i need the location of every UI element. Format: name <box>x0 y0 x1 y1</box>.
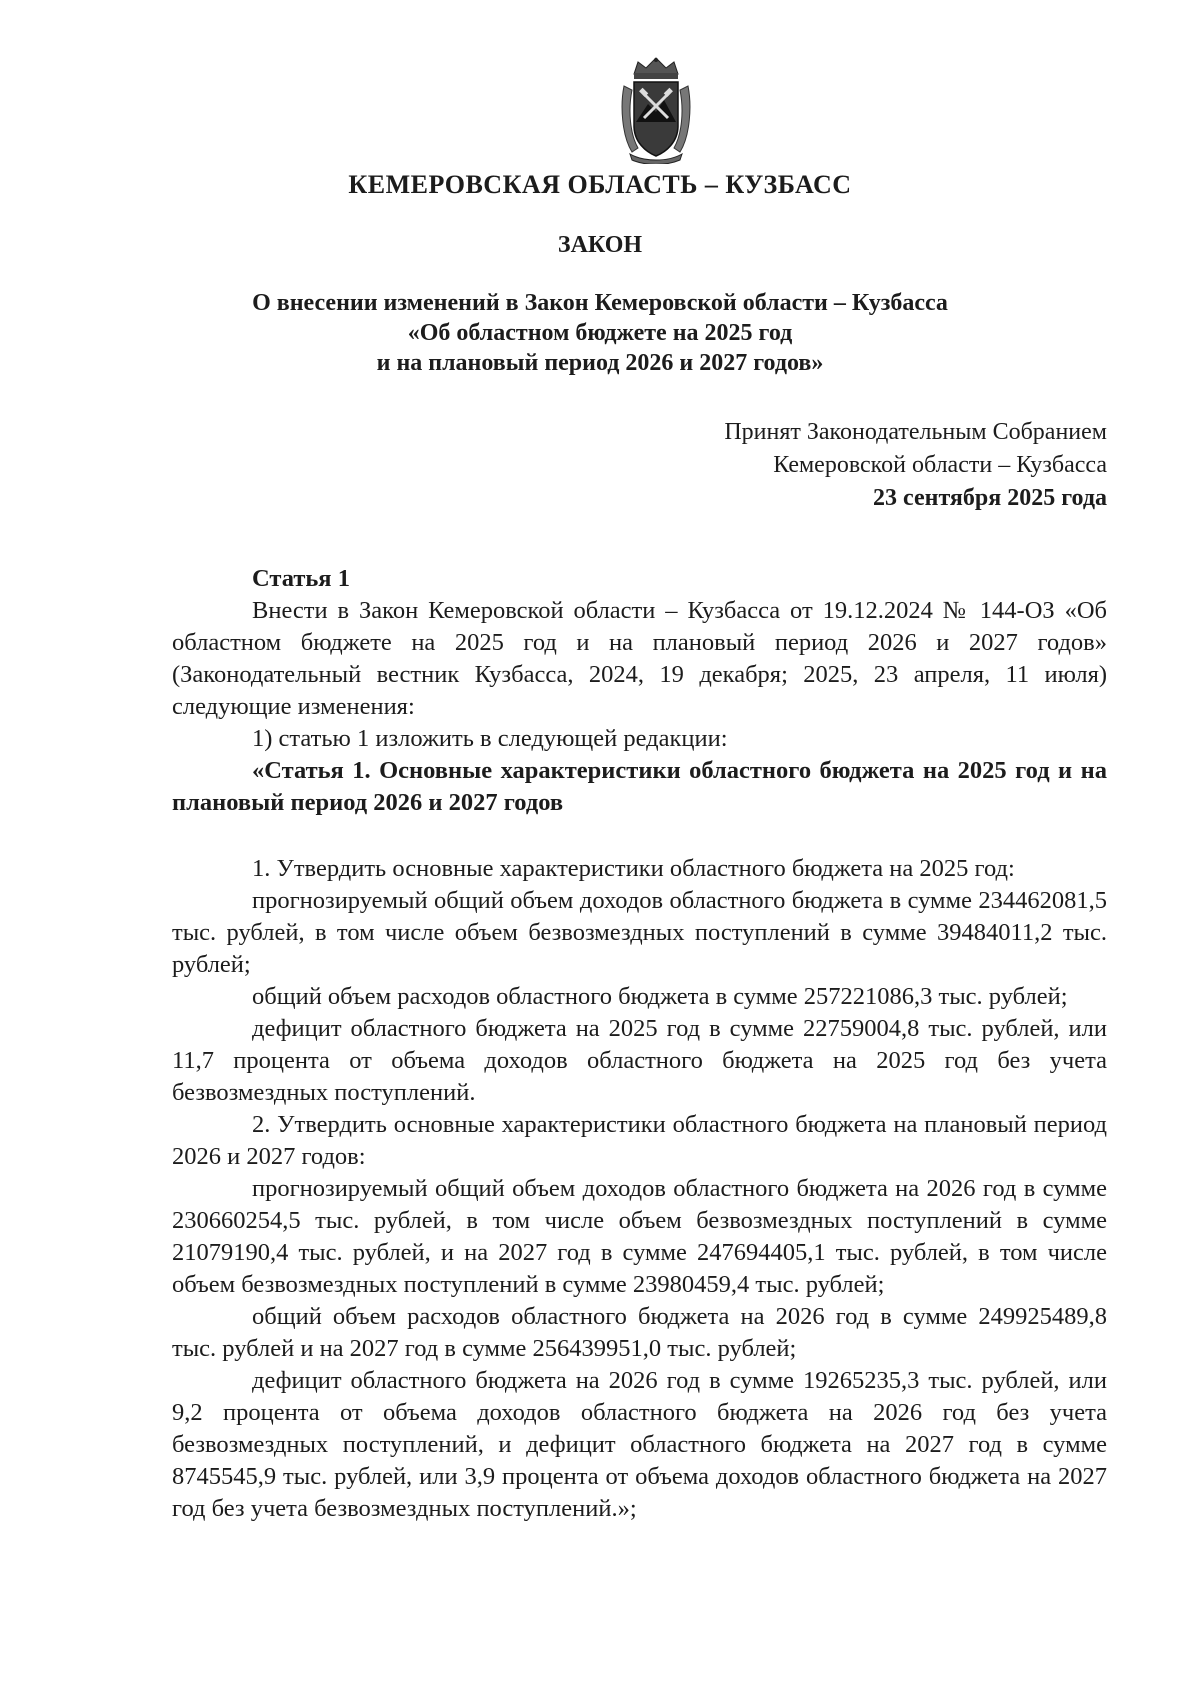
quoted-article-heading: «Статья 1. Основные характеристики областного бюджета на 2025 год и на плановый период 2026 и 2027 годов <box>172 757 1107 816</box>
paragraph: 1. Утвердить основные характеристики областного бюджета на 2025 год: <box>252 855 1015 882</box>
paragraph: общий объем расходов областного бюджета на 2026 год в сумме 249925489,8 тыс. рублей и на 2027 год в сумме 256439951,0 тыс. рублей; <box>172 1303 1107 1362</box>
spacer <box>172 819 1107 853</box>
adoption-line: Кемеровской области – Кузбасса <box>773 452 1107 478</box>
paragraph: прогнозируемый общий объем доходов областного бюджета в сумме 234462081,5 тыс. рублей, в том числе объем безвозмездных поступлений в сумме 39484011,2 тыс. рублей; <box>172 887 1107 978</box>
law-title-line: «Об областном бюджете на 2025 год <box>407 320 793 346</box>
law-title <box>0 288 1200 378</box>
region-heading: КЕМЕРОВСКАЯ ОБЛАСТЬ – КУЗБАСС <box>348 170 852 199</box>
adoption-line: Принят Законодательным Собранием <box>724 419 1107 445</box>
paragraph: общий объем расходов областного бюджета в сумме 257221086,3 тыс. рублей; <box>252 983 1068 1010</box>
law-title-line: О внесении изменений в Закон Кемеровской области – Кузбасса <box>252 290 948 316</box>
paragraph: прогнозируемый общий объем доходов областного бюджета на 2026 год в сумме 230660254,5 тыс. рублей, в том числе объем безвозмездных поступлений в сумме 21079190,4 тыс. рублей, и на 2027 год в сумме 247694405,1 тыс. рублей, в том числе объем безвозмездных поступлений в сумме 23980459,4 тыс. рублей; <box>172 1175 1107 1298</box>
adoption-block <box>724 416 1107 515</box>
paragraph: дефицит областного бюджета на 2025 год в сумме 22759004,8 тыс. рублей, или 11,7 процента от объема доходов областного бюджета на 2025 год без учета безвозмездных поступлений. <box>172 1015 1107 1106</box>
document-type: ЗАКОН <box>557 232 643 258</box>
article-heading: Статья 1 <box>252 565 350 592</box>
paragraph: 2. Утвердить основные характеристики областного бюджета на плановый период 2026 и 2027 годов: <box>172 1111 1107 1170</box>
amendment-item: 1) статью 1 изложить в следующей редакции: <box>252 725 728 752</box>
article-intro: Внести в Закон Кемеровской области – Кузбасса от 19.12.2024 № 144-ОЗ «Об областном бюджете на 2025 год и на плановый период 2026 и 2027 годов» (Законодательный вестник Кузбасса, 2024, 19 декабря; 2025, 23 апреля, 11 июля) следующие изменения: <box>172 597 1107 720</box>
adoption-date: 23 сентября 2025 года <box>873 485 1107 511</box>
article-body <box>172 563 1107 1525</box>
paragraph: дефицит областного бюджета на 2026 год в сумме 19265235,3 тыс. рублей, или 9,2 процента от объема доходов областного бюджета на 2026 год без учета безвозмездных поступлений, и дефицит областного бюджета на 2027 год в сумме 8745545,9 тыс. рублей, или 3,9 процента от объема доходов областного бюджета на 2027 год без учета безвозмездных поступлений.»; <box>172 1367 1107 1522</box>
law-title-line: и на плановый период 2026 и 2027 годов» <box>376 350 824 376</box>
coat-of-arms-icon <box>618 56 694 164</box>
